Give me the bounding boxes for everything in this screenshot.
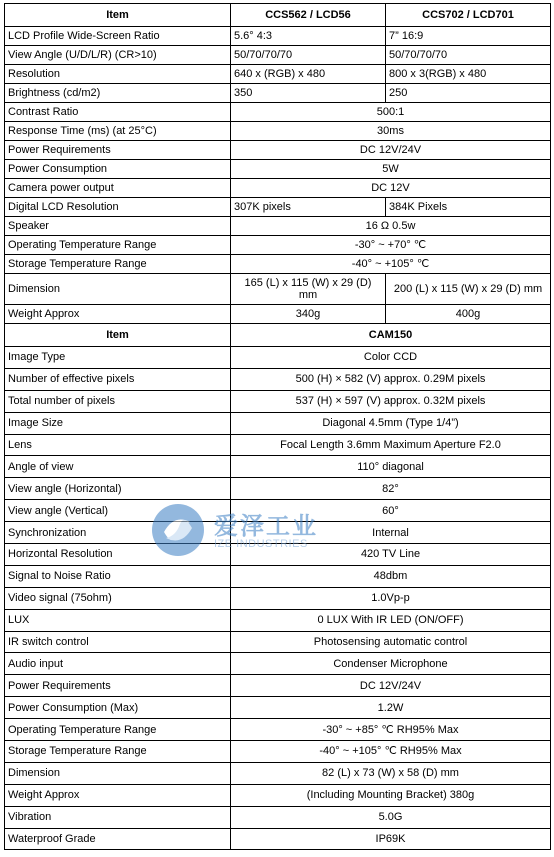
watermark-text-en: IZE INDUSTRIES xyxy=(214,538,308,550)
table-row xyxy=(5,609,551,631)
table-row xyxy=(5,236,551,255)
table-row xyxy=(5,255,551,274)
row-label: Operating Temperature Range xyxy=(5,236,231,255)
row-label: Dimension xyxy=(5,762,231,784)
table-row xyxy=(5,587,551,609)
table-row xyxy=(5,305,551,324)
header-ccs702: CCS702 / LCD701 xyxy=(386,4,551,27)
row-value-cam150: 0 LUX With IR LED (ON/OFF) xyxy=(231,609,551,631)
row-value-cam150: -30° ~ +85° ℃ RH95% Max xyxy=(231,719,551,741)
table-row xyxy=(5,390,551,412)
table-row xyxy=(5,274,551,305)
table-row xyxy=(5,784,551,806)
row-label: Power Consumption xyxy=(5,160,231,179)
spec-table xyxy=(4,3,551,850)
row-label: Storage Temperature Range xyxy=(5,741,231,763)
row-label: Vibration xyxy=(5,806,231,828)
row-label: Camera power output xyxy=(5,179,231,198)
row-value-cam150: 5.0G xyxy=(231,806,551,828)
row-label: Speaker xyxy=(5,217,231,236)
row-label: Contrast Ratio xyxy=(5,103,231,122)
table-row xyxy=(5,217,551,236)
row-value-cam150: IP69K xyxy=(231,828,551,850)
table-row xyxy=(5,762,551,784)
row-label: Synchronization xyxy=(5,522,231,544)
row-label: Lens xyxy=(5,434,231,456)
table-row xyxy=(5,27,551,46)
row-label: Video signal (75ohm) xyxy=(5,587,231,609)
row-label: Waterproof Grade xyxy=(5,828,231,850)
table-row xyxy=(5,347,551,369)
row-value-shared: 500:1 xyxy=(231,103,551,122)
watermark-text-cn: 爱泽工业 xyxy=(214,512,318,540)
row-label: Image Size xyxy=(5,412,231,434)
row-value-cam150: DC 12V/24V xyxy=(231,675,551,697)
row-label: View angle (Horizontal) xyxy=(5,478,231,500)
row-label: Weight Approx xyxy=(5,784,231,806)
row-value-cam150: Diagonal 4.5mm (Type 1/4”) xyxy=(231,412,551,434)
row-label: View Angle (U/D/L/R) (CR>10) xyxy=(5,46,231,65)
row-value-cam150: Focal Length 3.6mm Maximum Aperture F2.0 xyxy=(231,434,551,456)
row-label: LUX xyxy=(5,609,231,631)
row-label: IR switch control xyxy=(5,631,231,653)
row-value-cam150: -40° ~ +105° ℃ RH95% Max xyxy=(231,741,551,763)
row-value-cam150: 82 (L) x 73 (W) x 58 (D) mm xyxy=(231,762,551,784)
row-value-cam150: (Including Mounting Bracket) 380g xyxy=(231,784,551,806)
row-label: Angle of view xyxy=(5,456,231,478)
table-row xyxy=(5,198,551,217)
table-row xyxy=(5,544,551,566)
table-row xyxy=(5,653,551,675)
header-item: Item xyxy=(5,4,231,27)
row-value-cam150: 60° xyxy=(231,500,551,522)
row-value-ccs562: 50/70/70/70 xyxy=(231,46,386,65)
table-row xyxy=(5,478,551,500)
row-label: Digital LCD Resolution xyxy=(5,198,231,217)
row-label: Audio input xyxy=(5,653,231,675)
header-ccs562: CCS562 / LCD56 xyxy=(231,4,386,27)
row-label: Storage Temperature Range xyxy=(5,255,231,274)
table-row xyxy=(5,122,551,141)
row-value-shared: 16 Ω 0.5w xyxy=(231,217,551,236)
section1-header-row xyxy=(5,4,551,27)
table-row xyxy=(5,434,551,456)
row-label: Number of effective pixels xyxy=(5,368,231,390)
row-value-ccs702: 7” 16:9 xyxy=(386,27,551,46)
row-value-cam150: 110° diagonal xyxy=(231,456,551,478)
row-value-ccs702: 50/70/70/70 xyxy=(386,46,551,65)
row-value-ccs702: 800 x 3(RGB) x 480 xyxy=(386,65,551,84)
table-row xyxy=(5,46,551,65)
table-row xyxy=(5,500,551,522)
row-value-ccs562: 165 (L) x 115 (W) x 29 (D) mm xyxy=(231,274,386,305)
row-label: View angle (Vertical) xyxy=(5,500,231,522)
table-row xyxy=(5,103,551,122)
table-row xyxy=(5,84,551,103)
row-label: Image Type xyxy=(5,347,231,369)
row-value-shared: 5W xyxy=(231,160,551,179)
row-value-ccs562: 307K pixels xyxy=(231,198,386,217)
row-value-cam150: 420 TV Line xyxy=(231,544,551,566)
row-value-shared: -40° ~ +105° ℃ xyxy=(231,255,551,274)
row-label: Power Requirements xyxy=(5,141,231,160)
row-value-cam150: 1.0Vp-p xyxy=(231,587,551,609)
row-label: Operating Temperature Range xyxy=(5,719,231,741)
table-row xyxy=(5,160,551,179)
row-label: Dimension xyxy=(5,274,231,305)
row-label: Power Requirements xyxy=(5,675,231,697)
row-value-ccs562: 340g xyxy=(231,305,386,324)
table-row xyxy=(5,828,551,850)
table-row xyxy=(5,565,551,587)
row-label: Response Time (ms) (at 25°C) xyxy=(5,122,231,141)
row-value-shared: -30° ~ +70° ℃ xyxy=(231,236,551,255)
table-row xyxy=(5,65,551,84)
row-value-cam150: Condenser Microphone xyxy=(231,653,551,675)
table-row xyxy=(5,806,551,828)
row-label: Weight Approx xyxy=(5,305,231,324)
table-row xyxy=(5,412,551,434)
row-label: Resolution xyxy=(5,65,231,84)
section2-header-row xyxy=(5,324,551,347)
row-value-ccs702: 250 xyxy=(386,84,551,103)
row-value-ccs702: 200 (L) x 115 (W) x 29 (D) mm xyxy=(386,274,551,305)
row-label: LCD Profile Wide-Screen Ratio xyxy=(5,27,231,46)
header-cam150: CAM150 xyxy=(231,324,551,347)
table-row xyxy=(5,141,551,160)
row-label: Power Consumption (Max) xyxy=(5,697,231,719)
table-row xyxy=(5,697,551,719)
row-label: Total number of pixels xyxy=(5,390,231,412)
header-item: Item xyxy=(5,324,231,347)
row-value-ccs562: 350 xyxy=(231,84,386,103)
row-value-ccs702: 400g xyxy=(386,305,551,324)
table-row xyxy=(5,368,551,390)
row-value-cam150: 1.2W xyxy=(231,697,551,719)
row-value-shared: DC 12V/24V xyxy=(231,141,551,160)
row-value-shared: 30ms xyxy=(231,122,551,141)
row-value-cam150: 537 (H) × 597 (V) approx. 0.32M pixels xyxy=(231,390,551,412)
table-row xyxy=(5,719,551,741)
row-value-cam150: 48dbm xyxy=(231,565,551,587)
table-row xyxy=(5,675,551,697)
row-label: Signal to Noise Ratio xyxy=(5,565,231,587)
row-value-ccs702: 384K Pixels xyxy=(386,198,551,217)
row-value-cam150: 82° xyxy=(231,478,551,500)
table-row xyxy=(5,456,551,478)
row-label: Horizontal Resolution xyxy=(5,544,231,566)
row-value-cam150: 500 (H) × 582 (V) approx. 0.29M pixels xyxy=(231,368,551,390)
row-value-cam150: Internal xyxy=(231,522,551,544)
row-value-shared: DC 12V xyxy=(231,179,551,198)
table-row xyxy=(5,522,551,544)
row-value-ccs562: 5.6° 4:3 xyxy=(231,27,386,46)
row-value-cam150: Color CCD xyxy=(231,347,551,369)
row-value-cam150: Photosensing automatic control xyxy=(231,631,551,653)
table-row xyxy=(5,741,551,763)
row-label: Brightness (cd/m2) xyxy=(5,84,231,103)
row-value-ccs562: 640 x (RGB) x 480 xyxy=(231,65,386,84)
table-row xyxy=(5,179,551,198)
table-row xyxy=(5,631,551,653)
